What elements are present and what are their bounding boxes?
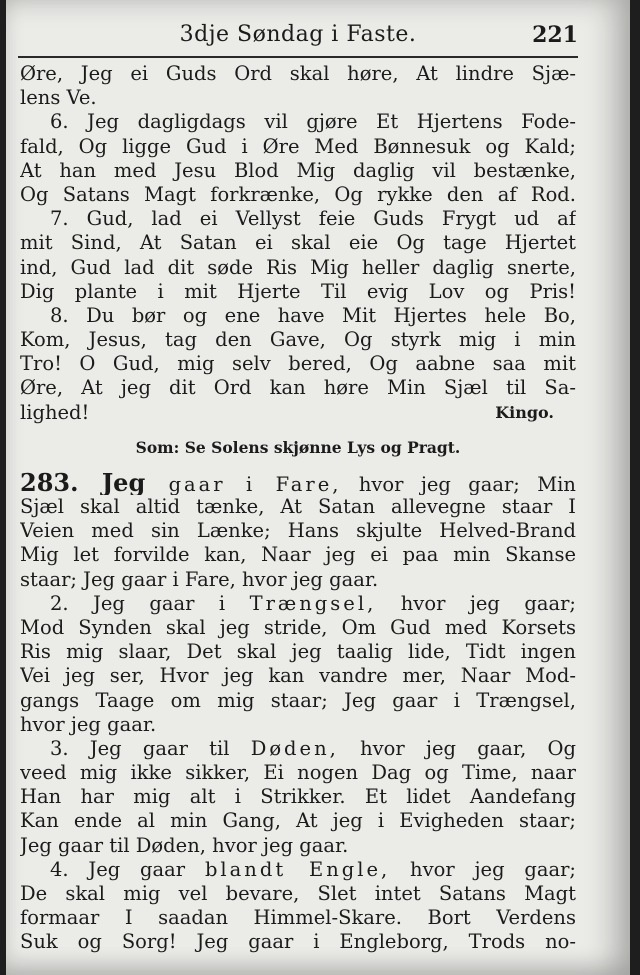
- page-header-title: 3dje Søndag i Faste.: [179, 22, 417, 47]
- text-line: Suk og Sorg! Jeg gaar i Engleborg, Trods no-: [20, 930, 576, 954]
- text-line: formaar I saadan Himmel-Skare. Bort Verdens: [20, 906, 576, 930]
- text-line: Sjæl skal altid tænke, At Satan allevegne staar I: [20, 495, 576, 518]
- text-span: 2. Jeg gaar i: [50, 591, 226, 615]
- text-line: Han har mig alt i Strikker. Et lidet Aandefang: [20, 785, 576, 809]
- page-number: 221: [532, 22, 578, 48]
- verse-start-line: 8. Du bør og ene have Mit Hjertes hele Bo,: [50, 303, 576, 327]
- text-line: fald, Og ligge Gud i Øre Med Bønnesuk og Kald;: [20, 134, 576, 158]
- verse-start-line: [20, 592, 576, 616]
- text-span: hvor jeg gaar; Min: [358, 472, 576, 495]
- text-line: Kom, Jesus, tag den Gave, Og styrk mig i min: [20, 328, 576, 352]
- text-line: Tro! O Gud, mig selv bered, Og aabne saa mit: [20, 352, 576, 376]
- closing-line: [20, 401, 576, 425]
- author-signature: Kingo.: [495, 402, 554, 422]
- hymn-keyword: gaar i Fare,: [168, 472, 342, 495]
- text-span: 3. Jeg gaar til: [50, 736, 230, 760]
- hymn-first-line: [20, 471, 576, 495]
- book-page: [6, 0, 630, 975]
- text-line: Vei jeg ser, Hvor jeg kan vandre mer, Naar Mod-: [20, 664, 576, 688]
- text-line: At han med Jesu Blod Mig daglig vil bestænke,: [20, 158, 576, 182]
- text-line: De skal mig vel bevare, Slet intet Satans Magt: [20, 882, 576, 905]
- text-line: staar; Jeg gaar i Fare, hvor jeg gaar.: [20, 567, 379, 591]
- text-span: hvor jeg gaar;: [400, 591, 576, 615]
- verse-start-line: [20, 858, 576, 882]
- verse-start-line: 7. Gud, lad ei Vellyst feie Guds Frygt ud af: [50, 207, 576, 231]
- verse-keyword: Trængsel,: [249, 591, 377, 615]
- text-line: Jeg gaar til Døden, hvor jeg gaar.: [20, 833, 349, 857]
- hymn-first-word: Jeg: [101, 470, 146, 495]
- verse-keyword: Døden,: [250, 736, 339, 760]
- text-line: ind, Gud lad dit søde Ris Mig heller daglig snerte,: [20, 255, 576, 279]
- text-line: Øre, Jeg ei Guds Ord skal høre, At lindre Sjæ-: [20, 62, 576, 85]
- text-span: hvor jeg gaar;: [410, 857, 576, 881]
- verse-keyword: blandt Engle,: [204, 857, 391, 881]
- text-line: Mig let forvilde kan, Naar jeg ei paa min Skanse: [20, 543, 576, 567]
- text-line: hvor jeg gaar.: [20, 712, 157, 736]
- text-line: Kan ende al min Gang, At jeg i Evigheden staar;: [20, 809, 576, 833]
- running-header: [18, 22, 578, 58]
- text-line: Ris mig slaar, Det skal jeg taalig lide, Tidt ingen: [20, 640, 576, 664]
- melody-indication: Som: Se Solens skjønne Lys og Pragt.: [135, 437, 461, 457]
- text-line: mit Sind, At Satan ei skal eie Og tage Hjertet: [20, 231, 576, 255]
- text-line: gangs Taage om mig staar; Jeg gaar i Trængsel,: [20, 688, 576, 712]
- text-line: Og Satans Magt forkrænke, Og rykke den af Rod.: [20, 182, 576, 206]
- text-line: Mod Synden skal jeg stride, Om Gud med Korsets: [20, 615, 576, 639]
- text-line: lighed!: [20, 400, 90, 424]
- text-line: Veien med sin Lænke; Hans skjulte Helved-Brand: [20, 519, 576, 543]
- text-line: lens Ve.: [20, 86, 97, 110]
- hymn-number: 283.: [20, 470, 79, 495]
- text-span: 4. Jeg gaar: [50, 857, 186, 881]
- text-line: Øre, At jeg dit Ord kan høre Min Sjæl til Sa-: [20, 376, 576, 400]
- text-line: Dig plante i mit Hjerte Til evig Lov og Pris!: [20, 279, 576, 303]
- page-text: [20, 62, 576, 955]
- verse-start-line: [20, 737, 576, 761]
- verse-start-line: 6. Jeg dagligdags vil gjøre Et Hjertens Fode-: [50, 110, 576, 134]
- text-span: hvor jeg gaar, Og: [360, 736, 576, 760]
- text-line: veed mig ikke sikker, Ei nogen Dag og Time, naar: [20, 761, 576, 785]
